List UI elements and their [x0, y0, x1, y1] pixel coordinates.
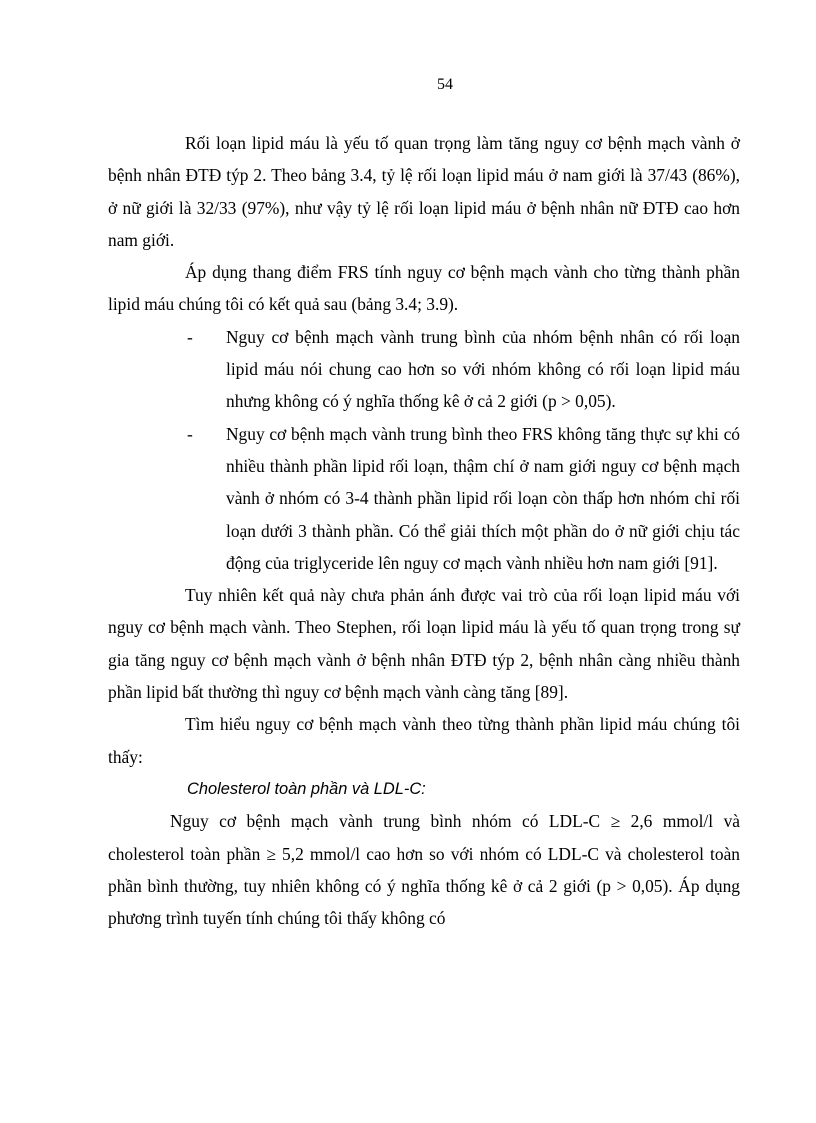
- paragraph-ldl-results: Nguy cơ bệnh mạch vành trung bình nhóm có LDL-C ≥ 2,6 mmol/l và cholesterol toàn phần ≥ 5,2 mmol/l cao hơn so với nhóm có LDL-C và cholesterol toàn phần bình thường, tuy nhiên không có ý nghĩa thống kê ở cả 2 giới (p > 0,05). Áp dụng phương trình tuyến tính chúng tôi thấy không có: [108, 811, 740, 929]
- document-body: [108, 127, 740, 934]
- findings-list: [108, 321, 740, 579]
- list-item: [108, 418, 740, 579]
- list-item-text: Nguy cơ bệnh mạch vành trung bình theo FRS không tăng thực sự khi có nhiều thành phần lipid rối loạn, thậm chí ở nam giới nguy cơ bệnh mạch vành ở nhóm có 3-4 thành phần lipid rối loạn còn thấp hơn nhóm chỉ rối loạn dưới 3 thành phần. Có thể giải thích một phần do ở nữ giới chịu tác động của triglyceride lên nguy cơ mạch vành nhiều hơn nam giới [91].: [226, 423, 740, 573]
- list-item-text: Nguy cơ bệnh mạch vành trung bình của nhóm bệnh nhân có rối loạn lipid máu nói chung cao hơn so với nhóm không có rối loạn lipid máu nhưng không có ý nghĩa thống kê ở cả 2 giới (p > 0,05).: [226, 326, 740, 412]
- paragraph-stephen-reference: Tuy nhiên kết quả này chưa phản ánh được vai trò của rối loạn lipid máu với nguy cơ bệnh mạch vành. Theo Stephen, rối loạn lipid máu là yếu tố quan trọng trong sự gia tăng nguy cơ bệnh mạch vành ở bệnh nhân ĐTĐ týp 2, bệnh nhân càng nhiều thành phần lipid bất thường thì nguy cơ bệnh mạch vành càng tăng [89].: [108, 585, 740, 703]
- bullet-dash: -: [187, 326, 193, 347]
- page-number: 54: [437, 76, 453, 93]
- list-item: [108, 321, 740, 418]
- paragraph-frs-application: Áp dụng thang điểm FRS tính nguy cơ bệnh mạch vành cho từng thành phần lipid máu chúng tôi có kết quả sau (bảng 3.4; 3.9).: [108, 262, 740, 315]
- section-heading-cholesterol-ldl: Cholesterol toàn phần và LDL-C:: [187, 779, 426, 798]
- bullet-dash: -: [187, 423, 193, 444]
- paragraph-component-analysis: Tìm hiểu nguy cơ bệnh mạch vành theo từng thành phần lipid máu chúng tôi thấy:: [108, 714, 740, 767]
- paragraph-lipid-disorder-rates: Rối loạn lipid máu là yếu tố quan trọng làm tăng nguy cơ bệnh mạch vành ở bệnh nhân ĐTĐ týp 2. Theo bảng 3.4, tỷ lệ rối loạn lipid máu ở nam giới là 37/43 (86%), ở nữ giới là 32/33 (97%), như vậy tỷ lệ rối loạn lipid máu ở bệnh nhân nữ ĐTĐ cao hơn nam giới.: [108, 133, 740, 250]
